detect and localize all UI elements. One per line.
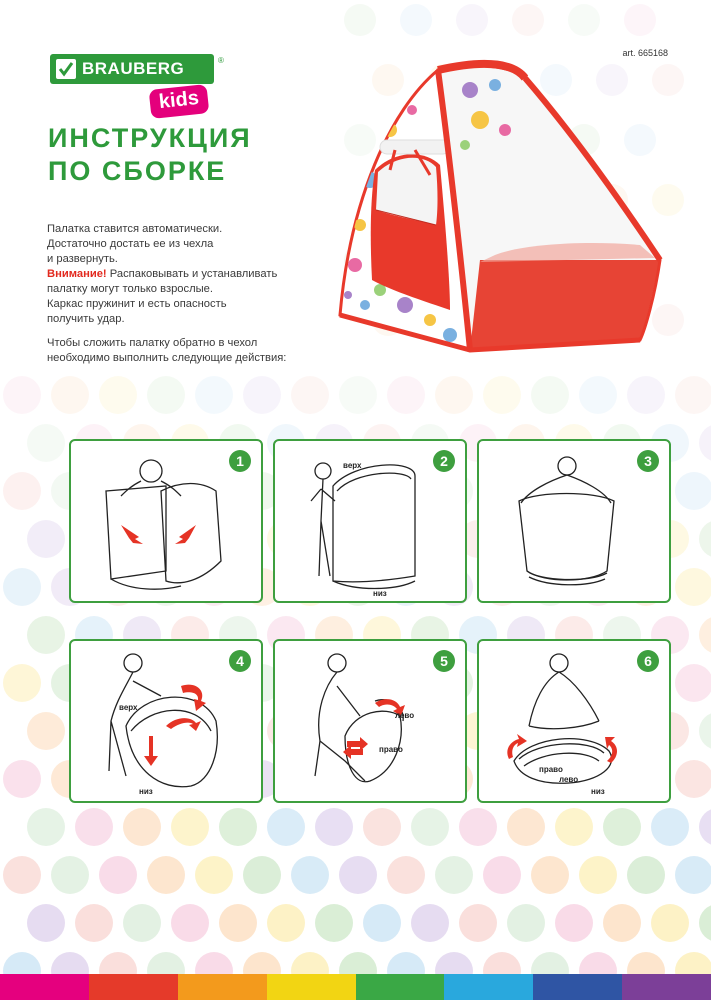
background-dot	[675, 376, 711, 414]
brand-kids: kids	[149, 84, 210, 119]
background-dot	[195, 856, 233, 894]
background-dot	[555, 904, 593, 942]
check-icon	[56, 59, 76, 79]
intro-line: получить удар.	[47, 313, 125, 325]
step-3-number: 3	[637, 450, 659, 472]
background-dot	[483, 376, 521, 414]
background-dot	[27, 616, 65, 654]
background-dot	[363, 904, 401, 942]
color-bar-segment	[0, 974, 89, 1000]
intro-line: Достаточно достать ее из чехла	[47, 238, 214, 250]
label-left: лево	[559, 775, 579, 784]
background-dot	[75, 904, 113, 942]
brand-name: BRAUBERG	[82, 59, 185, 78]
label-bottom: низ	[591, 787, 605, 796]
intro-line: и развернуть.	[47, 253, 118, 265]
background-dot	[579, 856, 617, 894]
background-dot	[3, 856, 41, 894]
background-dot	[219, 808, 257, 846]
intro-text	[47, 222, 337, 327]
background-dot	[483, 856, 521, 894]
background-dot	[699, 904, 711, 942]
step-1-number: 1	[229, 450, 251, 472]
background-dot	[699, 808, 711, 846]
title-line-2: ПО СБОРКЕ	[48, 156, 227, 186]
background-dot	[400, 4, 432, 36]
background-dot	[699, 712, 711, 750]
step-4-number: 4	[229, 650, 251, 672]
step-5	[273, 639, 467, 803]
background-dot	[675, 760, 711, 798]
background-dot	[344, 4, 376, 36]
background-dot	[267, 904, 305, 942]
background-dot	[699, 520, 711, 558]
warning-line	[47, 267, 337, 282]
background-dot	[459, 808, 497, 846]
background-dot	[507, 808, 545, 846]
background-dot	[627, 856, 665, 894]
background-dot	[387, 376, 425, 414]
step-6-number: 6	[637, 650, 659, 672]
brand-logo-box	[50, 54, 214, 84]
step-6	[477, 639, 671, 803]
background-dot	[147, 376, 185, 414]
background-dot	[675, 568, 711, 606]
label-right: право	[379, 745, 403, 754]
label-left: лево	[395, 711, 415, 720]
label-bottom: низ	[139, 787, 153, 796]
color-bar-segment	[356, 974, 445, 1000]
background-dot	[459, 904, 497, 942]
background-dot	[315, 808, 353, 846]
background-dot	[99, 856, 137, 894]
background-dot	[411, 904, 449, 942]
background-dot	[603, 808, 641, 846]
background-dot	[27, 520, 65, 558]
fold-line: необходимо выполнить следующие действия:	[47, 352, 287, 364]
background-dot	[675, 664, 711, 702]
background-dot	[123, 808, 161, 846]
background-dot	[3, 376, 41, 414]
background-dot	[627, 376, 665, 414]
background-dot	[219, 904, 257, 942]
background-dot	[27, 712, 65, 750]
step-4	[69, 639, 263, 803]
label-top: верх	[343, 461, 362, 470]
background-dot	[568, 4, 600, 36]
background-dot	[291, 856, 329, 894]
background-dot	[675, 856, 711, 894]
background-dot	[435, 856, 473, 894]
article-number: art. 665168	[622, 48, 668, 58]
warning-text: Распаковывать и устанавливать	[106, 268, 278, 280]
background-dot	[123, 904, 161, 942]
color-bar-segment	[89, 974, 178, 1000]
step-2	[273, 439, 467, 603]
background-dot	[507, 904, 545, 942]
background-dot	[363, 808, 401, 846]
background-dot	[3, 760, 41, 798]
label-right: право	[539, 765, 563, 774]
background-dot	[171, 808, 209, 846]
intro-line: Каркас пружинит и есть опасность	[47, 298, 227, 310]
background-dot	[267, 808, 305, 846]
background-dot	[651, 904, 689, 942]
step-3	[477, 439, 671, 603]
background-dot	[387, 856, 425, 894]
background-dot	[675, 472, 711, 510]
background-dot	[339, 856, 377, 894]
background-dot	[603, 904, 641, 942]
color-bar-segment	[267, 974, 356, 1000]
background-dot	[75, 808, 113, 846]
background-dot	[435, 376, 473, 414]
background-dot	[27, 424, 65, 462]
background-dot	[315, 904, 353, 942]
background-dot	[3, 664, 41, 702]
color-bar-segment	[622, 974, 711, 1000]
background-dot	[147, 856, 185, 894]
page-title	[48, 122, 252, 188]
background-dot	[411, 808, 449, 846]
background-dot	[27, 904, 65, 942]
background-dot	[651, 808, 689, 846]
background-dot	[555, 808, 593, 846]
warning-label: Внимание!	[47, 268, 107, 280]
intro-line: палатку могут только взрослые.	[47, 283, 214, 295]
background-dot	[699, 616, 711, 654]
background-dot	[3, 472, 41, 510]
tent-image	[320, 50, 680, 370]
background-dot	[99, 376, 137, 414]
background-dot	[531, 376, 569, 414]
intro-line: Палатка ставится автоматически.	[47, 223, 223, 235]
background-dot	[27, 808, 65, 846]
background-dot	[531, 856, 569, 894]
color-bar	[0, 974, 711, 1000]
background-dot	[171, 904, 209, 942]
color-bar-segment	[533, 974, 622, 1000]
background-dot	[243, 376, 281, 414]
background-dot	[243, 856, 281, 894]
title-line-1: ИНСТРУКЦИЯ	[48, 123, 252, 153]
step-2-number: 2	[433, 450, 455, 472]
fold-line: Чтобы сложить палатку обратно в чехол	[47, 337, 258, 349]
registered-mark: ®	[218, 56, 224, 65]
background-dot	[51, 856, 89, 894]
background-dot	[3, 568, 41, 606]
background-dot	[51, 376, 89, 414]
step-1	[69, 439, 263, 603]
brand-logo	[50, 54, 224, 114]
background-dot	[624, 4, 656, 36]
step-5-number: 5	[433, 650, 455, 672]
label-top: верх	[119, 703, 138, 712]
background-dot	[699, 424, 711, 462]
label-bottom: низ	[373, 589, 387, 598]
background-dot	[512, 4, 544, 36]
background-dot	[339, 376, 377, 414]
background-dot	[291, 376, 329, 414]
background-dot	[195, 376, 233, 414]
background-dot	[579, 376, 617, 414]
color-bar-segment	[178, 974, 267, 1000]
color-bar-segment	[444, 974, 533, 1000]
background-dot	[456, 4, 488, 36]
fold-intro-text	[47, 336, 337, 366]
